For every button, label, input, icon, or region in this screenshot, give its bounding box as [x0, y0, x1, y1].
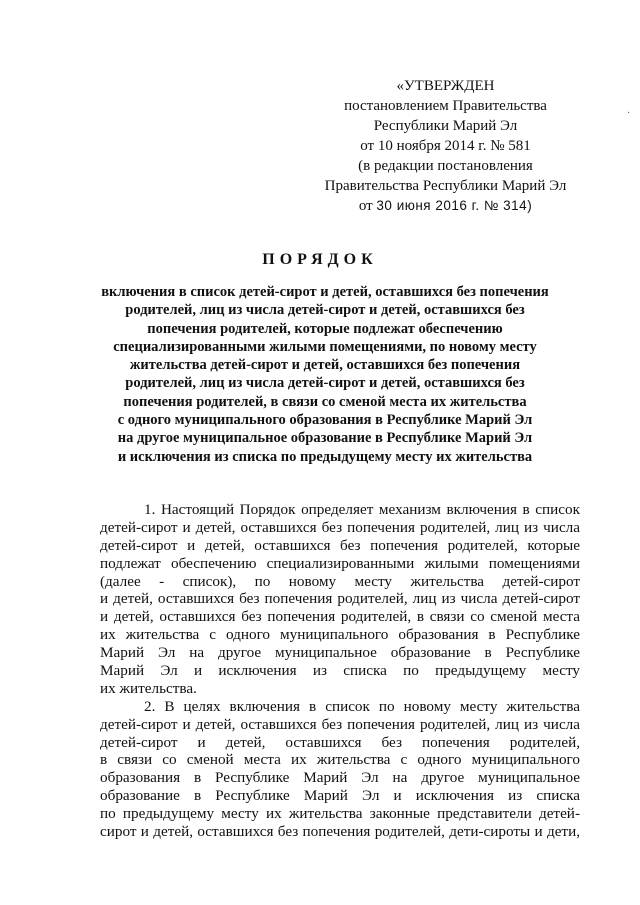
paragraph-2-line: сирот и детей, оставшихся без попечения родителей, дети-сироты и дети, — [100, 823, 580, 841]
paragraph-1-line: 1. Настоящий Порядок определяет механизм включения в список — [144, 501, 580, 518]
document-subtitle — [95, 283, 555, 466]
subtitle-line: родителей, лиц из числа детей-сирот и детей, оставшихся без — [125, 375, 525, 392]
paragraph-2-line: по предыдущему месту их жительства законные представители детей- — [100, 805, 580, 823]
margin-mark: · — [627, 108, 631, 119]
amendment-date-line — [318, 196, 573, 216]
paragraph-2-line: в связи со сменой места их жительства с одного муниципального — [100, 751, 580, 769]
approval-line: постановлением Правительства — [344, 98, 547, 114]
paragraph-2-line: детей-сирот и детей, оставшихся без попечения родителей, лиц из числа — [100, 715, 580, 733]
subtitle-line: и исключения из списка по предыдущему месту их жительства — [117, 448, 533, 465]
paragraph-2-line: образование в Республике Марий Эл и исключения из списка — [100, 787, 580, 805]
subtitle-line: попечения родителей, в связи со сменой места их жительства — [123, 393, 527, 410]
approval-line: (в редакции постановления — [358, 158, 533, 174]
subtitle-line: попечения родителей, которые подлежат обеспечению — [147, 320, 503, 337]
paragraph-1-line: детей-сирот и детей, оставшихся без попечения родителей, которые — [100, 536, 580, 554]
approval-line: от 10 ноября 2014 г. № 581 — [360, 138, 531, 154]
paragraph-2-line: детей-сирот и детей, оставшихся без попечения родителей, — [100, 733, 580, 751]
subtitle-line: включения в список детей-сирот и детей, оставшихся без попечения — [101, 284, 549, 300]
subtitle-line: родителей, лиц из числа детей-сирот и детей, оставшихся без — [125, 302, 525, 319]
paragraph-1-line: детей-сирот и детей, оставшихся без попечения родителей, лиц из числа — [100, 518, 580, 536]
document-title: ПОРЯДОК — [262, 251, 378, 268]
subtitle-line: жительства детей-сирот и детей, оставшихся без попечения — [129, 357, 521, 374]
amendment-prefix: от — [358, 198, 373, 214]
approval-line: «УТВЕРЖДЕН — [396, 78, 495, 94]
paragraph-1-line: (далее - список), по новому месту жительства детей-сирот — [100, 572, 580, 590]
paragraph-1-line: Марий Эл на другое муниципальное образование в Республике — [100, 644, 580, 662]
paragraph-1-line: их жительства. — [100, 679, 197, 697]
paragraph-1-line: и детей, оставшихся без попечения родителей, лиц из числа детей-сирот — [100, 590, 580, 608]
amendment-date: 30 июня 2016 г. № 314) — [376, 198, 533, 213]
paragraph-2-line: образования в Республике Марий Эл на другое муниципальное — [100, 769, 580, 787]
paragraph-1-line: Марий Эл и исключения из списка по предыдущему месту — [100, 662, 580, 680]
paragraph-1-line: и детей, оставшихся без попечения родителей, в связи со сменой места — [100, 608, 580, 626]
document-body — [100, 501, 580, 841]
paragraph-1-line: их жительства с одного муниципального образования в Республике — [100, 626, 580, 644]
approval-stamp — [318, 76, 573, 216]
paragraph-1-line: подлежат обеспечению специализированными жилыми помещениями — [100, 554, 580, 572]
subtitle-line: с одного муниципального образования в Республике Марий Эл — [117, 412, 533, 429]
approval-line: Правительства Республики Марий Эл — [324, 178, 567, 194]
approval-line: Республики Марий Эл — [373, 118, 518, 134]
paragraph-2-line: 2. В целях включения в список по новому месту жительства — [144, 697, 580, 715]
subtitle-line: специализированными жилыми помещениями, по новому месту — [113, 338, 537, 355]
subtitle-line: на другое муниципальное образование в Республике Марий Эл — [117, 430, 533, 447]
